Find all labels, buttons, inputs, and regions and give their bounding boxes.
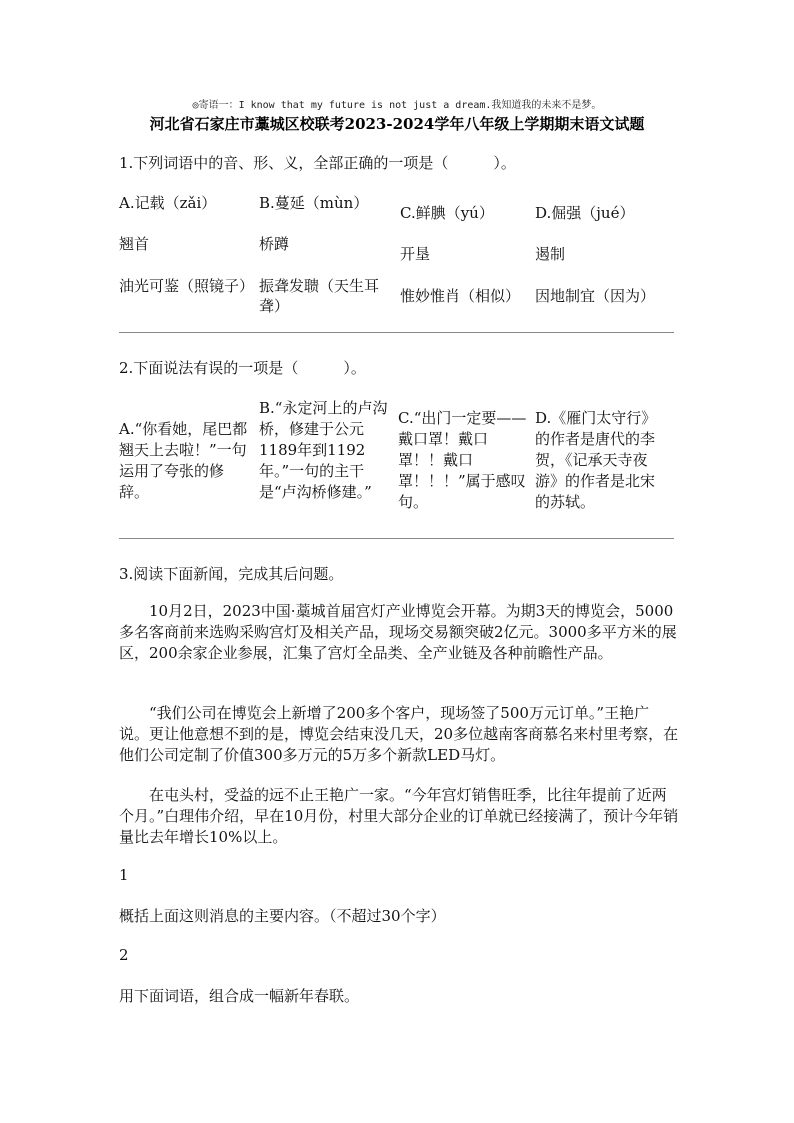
q1-option-d-word1: D.倔强（jué） <box>535 204 635 222</box>
q1-option-c-word2: 开垦 <box>400 245 431 263</box>
news-paragraph-2: “我们公司在博览会上新增了200多个客户，现场签了500万元订单。”王艳广说。更让他意想不到的是，博览会结束没几天，20多位越南客商慕名来村里考察，在他们公司定制了价值300多万元的5万多个新款LED马灯。 <box>119 704 679 764</box>
exam-title: 河北省石家庄市藁城区校联考2023-2024学年八年级上学期期末语文试题 <box>149 115 645 133</box>
q2-option-c: C.“出门一定要——戴口罩！戴口罩！！戴口罩！！！”属于感叹句。 <box>398 409 527 511</box>
news-paragraph-1: 10月2日，2023中国·藁城首届宫灯产业博览会开幕。为期3天的博览会，5000多名客商前来选购采购宫灯及相关产品，现场交易额突破2亿元。3000多平方米的展区，200余家企业参展，汇集了宫灯全品类、全产业链及各种前瞻性产品。 <box>119 602 677 662</box>
news-paragraph-3: 在屯头村，受益的远不止王艳广一家。“今年宫灯销售旺季，比往年提前了近两个月。”白理伟介绍，早在10月份，村里大部分企业的订单就已经接满了，预计今年销量比去年增长10%以上。 <box>119 786 679 846</box>
q1-option-a-word2: 翘首 <box>119 235 150 253</box>
q1-option-d-word2: 遏制 <box>535 245 566 263</box>
q1-option-d-word3: 因地制宜（因为） <box>535 287 656 305</box>
divider-2 <box>119 538 674 539</box>
q2-option-b: B.“永定河上的卢沟桥，修建于公元1189年到1192年。”一句的主干是“卢沟桥修建。” <box>259 399 388 501</box>
q1-option-c-word3: 惟妙惟肖（相似） <box>400 287 521 305</box>
sub-question-1-text: 概括上面这则消息的主要内容。（不超过30个字） <box>119 907 446 925</box>
q1-option-b-word2: 桥蹲 <box>259 235 290 253</box>
sub-question-1-number: 1 <box>119 866 129 884</box>
question-2-stem: 2.下面说法有误的一项是（ ）。 <box>119 359 366 377</box>
sub-question-2-number: 2 <box>119 946 129 964</box>
q1-option-b-word1: B.蔓延（mùn） <box>259 194 369 212</box>
q1-option-a-word3: 油光可鉴（照镜子） <box>119 277 255 295</box>
q2-option-d: D.《雁门太守行》的作者是唐代的李贺，《记承天寺夜游》的作者是北宋的苏轼。 <box>535 409 657 511</box>
sub-question-2-text: 用下面词语，组合成一幅新年春联。 <box>119 987 360 1005</box>
q1-option-c-word1: C.鲜腆（yú） <box>400 204 494 222</box>
divider-1 <box>119 332 674 333</box>
q1-option-a-word1: A.记载（zǎi） <box>119 194 217 212</box>
question-3-stem: 3.阅读下面新闻，完成其后问题。 <box>119 565 344 583</box>
q2-option-a: A.“你看她，尾巴都翘天上去啦！”一句运用了夸张的修辞。 <box>119 420 248 501</box>
motto: ◎寄语一：I know that my future is not just a dream.我知道我的未来不是梦。 <box>192 100 602 111</box>
q1-option-b-word3: 振聋发聩（天生耳聋） <box>259 277 380 315</box>
question-1-stem: 1.下列词语中的音、形、义，全部正确的一项是（ ）。 <box>119 154 516 172</box>
